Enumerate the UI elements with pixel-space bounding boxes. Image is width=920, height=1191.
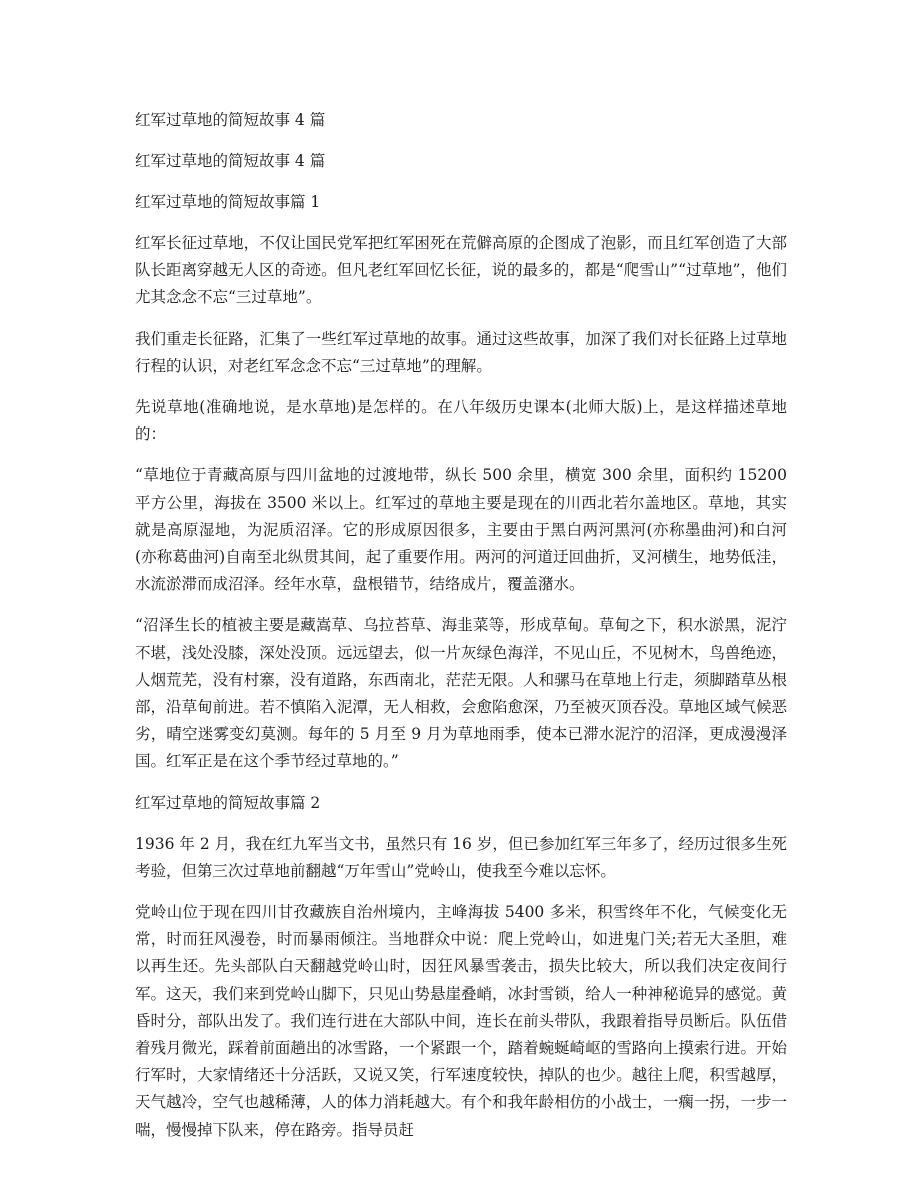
- paragraph: 我们重走长征路，汇集了一些红军过草地的故事。通过这些故事，加深了我们对长征路上过草地行程的认识，对老红军念念不忘“三过草地”的理解。: [135, 329, 787, 375]
- section-heading: 红军过草地的简短故事篇 1: [135, 193, 321, 211]
- document-page: [135, 107, 787, 1158]
- document-title: 红军过草地的简短故事 4 篇: [135, 111, 326, 129]
- paragraph: 红军长征过草地，不仅让国民党军把红军困死在荒僻高原的企图成了泡影，而且红军创造了大部队长距离穿越无人区的奇迹。但凡老红军回忆长征，说的最多的，都是“爬雪山”“过草地”，他们尤其念念不忘“三过草地”。: [135, 234, 787, 307]
- paragraph: 先说草地(准确地说，是水草地)是怎样的。在八年级历史课本(北师大版)上，是这样描述草地的：: [135, 398, 787, 444]
- document-subtitle: 红军过草地的简短故事 4 篇: [135, 152, 326, 170]
- paragraph: 党岭山位于现在四川甘孜藏族自治州境内，主峰海拔 5400 多米，积雪终年不化，气候变化无常，时而狂风漫卷，时而暴雨倾注。当地群众中说：爬上党岭山，如进鬼门关;若无大圣胆，难以再生还。先头部队白天翻越党岭山时，因狂风暴雪袭击，损失比较大，所以我们决定夜间行军。这天，我们来到党岭山脚下，只见山势悬崖叠峭，冰封雪锁，给人一种神秘诡异的感觉。黄昏时分，部队出发了。我们连行进在大部队中间，连长在前头带队，我跟着指导员断后。队伍借着残月微光，踩着前面趟出的冰雪路，一个紧跟一个，踏着蜿蜒崎岖的雪路向上摸索行进。开始行军时，大家情绪还十分活跃，又说又笑，行军速度较快，掉队的也少。越往上爬，积雪越厚，天气越冷，空气也越稀薄，人的体力消耗越大。有个和我年龄相仿的小战士，一瘸一拐，一步一喘，慢慢掉下队来，停在路旁。指导员赶: [135, 903, 787, 1139]
- section-heading: 红军过草地的简短故事篇 2: [135, 793, 321, 812]
- paragraph: “沼泽生长的植被主要是藏嵩草、乌拉苔草、海韭菜等，形成草甸。草甸之下，积水淤黑，泥泞不堪，浅处没膝，深处没顶。远远望去，似一片灰绿色海洋，不见山丘，不见树木，鸟兽绝迹，人烟荒芜，没有村寨，没有道路，东西南北，茫茫无限。人和骡马在草地上行走，须脚踏草丛根部，沿草甸前进。若不慎陷入泥潭，无人相救，会愈陷愈深，乃至被灭顶吞没。草地区域气候恶劣，晴空迷雾变幻莫测。每年的 5 月至 9 月为草地雨季，使本已滞水泥泞的沼泽，更成漫漫泽国。红军正是在这个季节经过草地的。”: [135, 616, 787, 771]
- paragraph: “草地位于青藏高原与四川盆地的过渡地带，纵长 500 余里，横宽 300 余里，面积约 15200 平方公里，海拔在 3500 米以上。红军过的草地主要是现在的川西北若尔盖地区。草地，其实就是高原湿地，为泥质沼泽。它的形成原因很多，主要由于黑白两河黑河(亦称墨曲河)和白河(亦称葛曲河)自南至北纵贯其间，起了重要作用。两河的河道迂回曲折，叉河横生，地势低洼，水流淤滞而成沼泽。经年水草，盘根错节，结络成片，覆盖潴水。: [135, 466, 787, 594]
- paragraph: 1936 年 2 月，我在红九军当文书，虽然只有 16 岁，但已参加红军三年多了，经历过很多生死考验，但第三次过草地前翻越“万年雪山”党岭山，使我至今难以忘怀。: [135, 834, 787, 880]
